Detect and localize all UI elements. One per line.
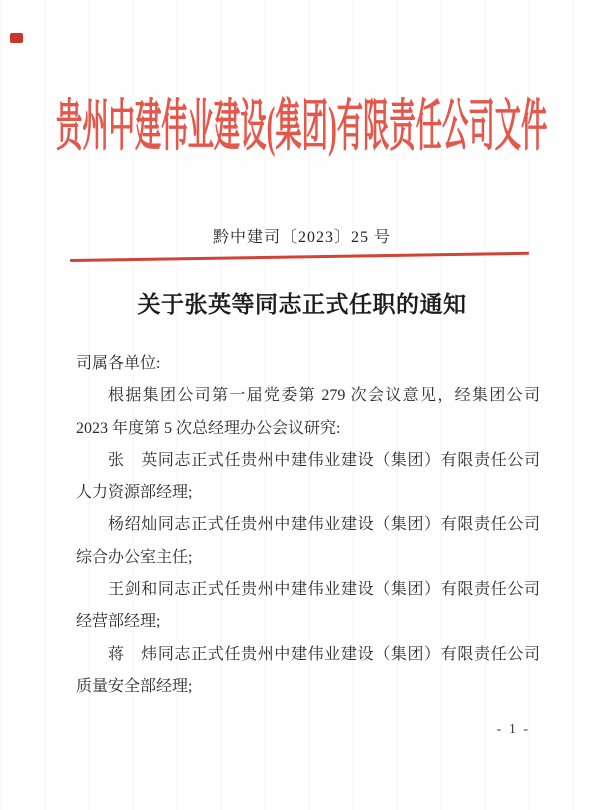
red-header: [0, 98, 604, 157]
document-title: 关于张英等同志正式任职的通知: [137, 292, 467, 317]
document-body: [76, 348, 540, 703]
body-line: 人力资源部经理;: [76, 484, 193, 502]
org-title: 贵州中建伟业建设(集团)有限责任公司文件: [56, 96, 548, 158]
page-number: - 1 -: [496, 722, 530, 737]
document-number: 黔中建司〔2023〕25 号: [212, 229, 391, 246]
body-line: 综合办公室主任;: [76, 548, 193, 566]
red-divider-line: [70, 252, 529, 262]
body-line: 2023 年度第 5 次总经理办公会议研究:: [76, 419, 341, 437]
body-line: 杨绍灿同志正式任贵州中建伟业建设（集团）有限责任公司: [108, 516, 540, 534]
body-line: 司属各单位:: [76, 355, 161, 372]
body-line: 质量安全部经理;: [76, 677, 193, 695]
body-line: 张 英同志正式任贵州中建伟业建设（集团）有限责任公司: [108, 451, 540, 469]
red-corner-mark: [10, 33, 23, 43]
body-line: 经营部经理;: [76, 613, 161, 631]
body-line: 根据集团公司第一届党委第 279 次会议意见，经集团公司: [108, 387, 540, 405]
body-line: 王剑和同志正式任贵州中建伟业建设（集团）有限责任公司: [108, 581, 540, 599]
body-line: 蒋 炜同志正式任贵州中建伟业建设（集团）有限责任公司: [108, 645, 540, 663]
